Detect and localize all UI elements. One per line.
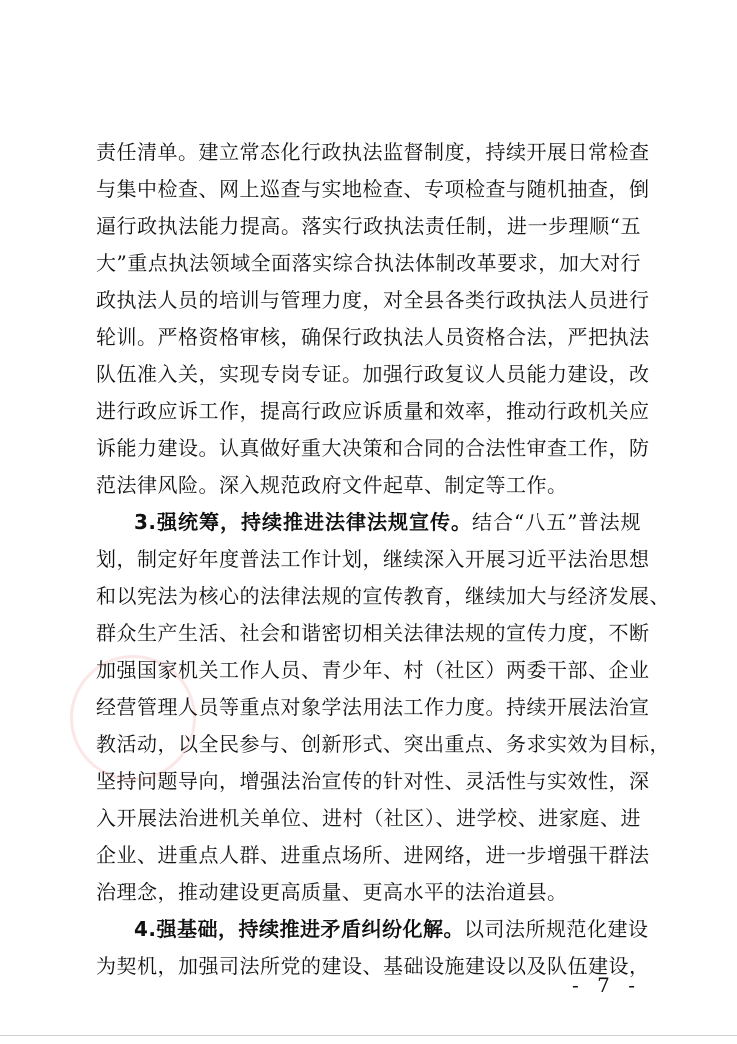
paragraph-line: 大”重点执法领域全面落实综合执法体制改革要求，加大对行 (96, 251, 641, 275)
paragraph-line: 经营管理人员等重点对象学法用法工作力度。持续开展法治宣 (96, 695, 650, 719)
paragraph-line: 和以宪法为核心的法律法规的宣传教育，继续加大与经济发展、 (96, 584, 670, 608)
section-3-first-line-text: 结合“八五”普法规 (472, 510, 642, 534)
paragraph-line: 坚持问题导向，增强法治宣传的针对性、灵活性与实效性，深 (96, 769, 650, 793)
paragraph-line: 政执法人员的培训与管理力度，对全县各类行政执法人员进行 (96, 288, 650, 312)
section-4-heading: 4.强基础，持续推进矛盾纠纷化解。 (134, 917, 465, 941)
paragraph-line: 企业、进重点人群、进重点场所、进网络，进一步增强干群法 (96, 843, 650, 867)
paragraph-line: 教活动，以全民参与、创新形式、突出重点、务求实效为目标， (96, 732, 670, 756)
paragraph-line: 诉能力建设。认真做好重大决策和合同的合法性审查工作，防 (96, 436, 650, 460)
paragraph-line: 加强国家机关工作人员、青少年、村（社区）两委干部、企业 (96, 658, 650, 682)
scan-edge-divider (0, 1035, 737, 1036)
section-3-heading: 3.强统筹，持续推进法律法规宣传。 (134, 510, 473, 534)
paragraph-line: 群众生产生活、社会和谐密切相关法律法规的宣传力度，不断 (96, 621, 650, 645)
paragraph-line: 入开展法治进机关单位、进村（社区）、进学校、进家庭、进 (96, 806, 641, 830)
paragraph-line: 逼行政执法能力提高。落实行政执法责任制，进一步理顺“五 (96, 214, 641, 238)
paragraph-line: 划，制定好年度普法工作计划，继续深入开展习近平法治思想 (96, 547, 650, 571)
faded-seal-stamp (70, 655, 196, 781)
paragraph-line: 范法律风险。深入规范政府文件起草、制定等工作。 (96, 473, 568, 497)
paragraph-line: 轮训。严格资格审核，确保行政执法人员资格合法，严把执法 (96, 325, 650, 349)
paragraph-line: 与集中检查、网上巡查与实地检查、专项检查与随机抽查，倒 (96, 177, 650, 201)
paragraph-line: 队伍准入关，实现专岗专证。加强行政复议人员能力建设，改 (96, 362, 650, 386)
section-4-first-line (134, 912, 649, 946)
section-3-first-line (134, 505, 641, 539)
page-number: - 7 - (572, 973, 641, 997)
paragraph-line: 治理念，推动建设更高质量、更高水平的法治道县。 (96, 880, 568, 904)
paragraph-line: 为契机，加强司法所党的建设、基础设施建设以及队伍建设， (96, 954, 650, 978)
paragraph-line: 进行政应诉工作，提高行政应诉质量和效率，推动行政机关应 (96, 399, 650, 423)
section-4-first-line-text: 以司法所规范化建设 (464, 917, 649, 941)
paragraph-line: 责任清单。建立常态化行政执法监督制度，持续开展日常检查 (96, 140, 650, 164)
